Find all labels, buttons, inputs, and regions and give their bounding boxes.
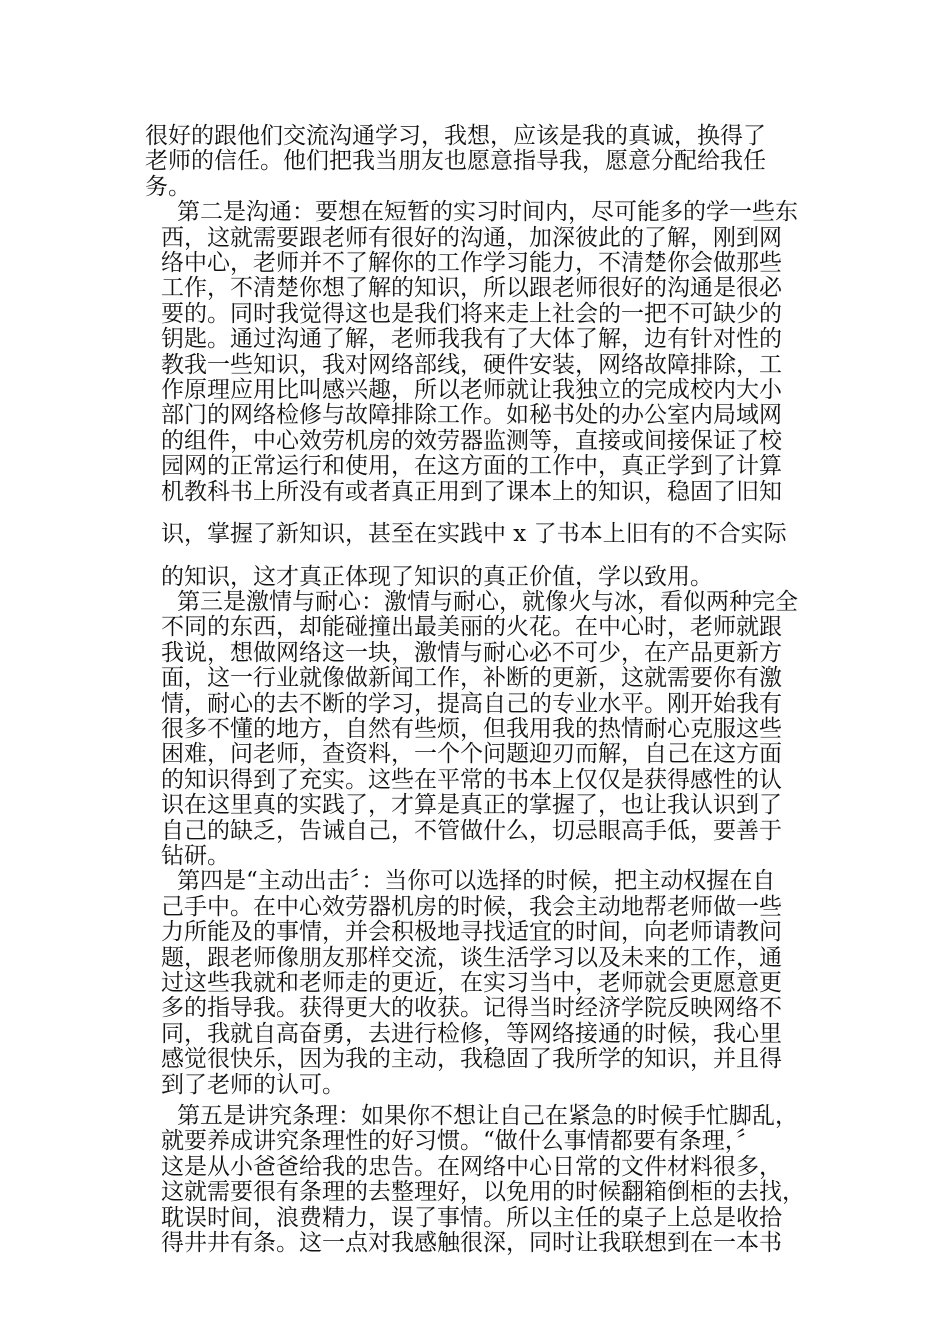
line-gap [145, 505, 805, 522]
text-line: 钥匙。通过沟通了解，老师我我有了大体了解，边有针对性的 [161, 326, 782, 353]
paragraph-2-communication [145, 200, 805, 590]
text-line: 第三是激情与耐心：激情与耐心，就像火与冰，看似两种完全 [177, 588, 798, 615]
paragraph-4-take-initiative [145, 869, 805, 1098]
text-line: 老师的信任。他们把我当朋友也愿意指导我，愿意分配给我任 [145, 148, 766, 175]
text-line: 识在这里真的实践了，才算是真正的掌握了，也让我认识到了 [161, 792, 782, 819]
text-line: 的知识得到了充实。这些在平常的书本上仅仅是获得感性的认 [161, 766, 782, 793]
text-line: 过这些我就和老师走的更近，在实习当中，老师就会更愿意更 [161, 970, 782, 996]
text-line: 同，我就自高奋勇，去进行检修，等网络接通的时候，我心里 [161, 1020, 782, 1047]
text-line: 这就需要很有条理的去整理好，以免用的时候翻箱倒柜的去找， [161, 1179, 805, 1206]
text-line: 情，耐心的去不断的学习，提高自己的专业水平。刚开始我有 [161, 690, 782, 717]
text-line: 务。 [145, 173, 191, 200]
paragraph-3-passion-patience [145, 590, 805, 869]
text-line: 己手中。在中心效劳器机房的时候，我会主动地帮老师做一些 [161, 893, 782, 920]
document-body [145, 124, 805, 1256]
text-line: 识，掌握了新知识，甚至在实践中 x 了书本上旧有的不合实际 [161, 521, 787, 548]
text-line: 教我一些知识，我对网络部线，硬件安装，网络故障排除，工 [161, 351, 782, 378]
text-line: 西，这就需要跟老师有很好的沟通，加深彼此的了解，刚到网 [161, 224, 782, 251]
line-gap [145, 548, 805, 565]
text-line: 要的。同时我觉得这也是我们将来走上社会的一把不可缺少的 [161, 300, 782, 327]
text-line: 感觉很快乐，因为我的主动，我稳固了我所学的知识，并且得 [161, 1046, 782, 1073]
text-line: 困难，问老师，查资料，一个个问题迎刃而解，自己在这方面 [161, 741, 782, 768]
text-line: 工作，不清楚你想了解的知识，所以跟老师很好的沟通是很必 [161, 275, 782, 302]
text-line: 第五是讲究条理：如果你不想让自己在紧急的时候手忙脚乱， [177, 1103, 798, 1130]
paragraph-1 [145, 124, 805, 200]
text-line: 很多不懂的地方，自然有些烦，但我用我的热情耐心克服这些 [161, 715, 782, 742]
text-line: 部门的网络检修与故障排除工作。如秘书处的办公室内局域网 [161, 402, 782, 429]
text-line: 不同的东西，却能碰撞出最美丽的火花。在中心时，老师就跟 [161, 614, 782, 641]
text-line: 我说，想做网络这一块，激情与耐心必不可少，在产品更新方 [161, 639, 782, 666]
text-line: 机教科书上所没有或者真正用到了课本上的知识，稳固了旧知 [161, 478, 782, 505]
text-line: 面，这一行业就像做新闻工作，补断的更新，这就需要你有激 [161, 665, 782, 692]
text-line: 的组件，中心效劳机房的效劳器监测等，直接或间接保证了校 [161, 427, 782, 454]
text-line: 就要养成讲究条理性的好习惯。“做什么事情都要有条理，〞 [161, 1128, 760, 1155]
text-line: 到了老师的认可。 [161, 1071, 345, 1098]
text-line: 的知识，这才真正体现了知识的真正价值，学以致用。 [161, 563, 713, 590]
text-line: 络中心，老师并不了解你的工作学习能力，不清楚你会做那些 [161, 250, 782, 277]
text-line: 第二是沟通：要想在短暂的实习时间内，尽可能多的学一些东 [177, 199, 798, 226]
text-line: 得井井有条。这一点对我感触很深，同时让我联想到在一本书 [161, 1230, 782, 1257]
text-line: 力所能及的事情，并会积极地寻找适宜的时间，向老师请教问 [161, 919, 782, 946]
text-line: 园网的正常运行和使用，在这方面的工作中，真正学到了计算 [161, 453, 782, 480]
text-line: 题，跟老师像朋友那样交流，谈生活学习以及未来的工作，通 [161, 944, 782, 971]
text-line: 耽误时间，浪费精力，误了事情。所以主任的桌子上总是收拾 [161, 1204, 782, 1231]
text-line: 钻研。 [161, 842, 230, 869]
paragraph-5-orderliness [145, 1104, 805, 1256]
text-line: 作原理应用比叫感兴趣，所以老师就让我独立的完成校内大小 [161, 377, 782, 404]
text-line: 多的指导我。获得更大的收获。记得当时经济学院反映网络不 [161, 995, 782, 1022]
text-line: 这是从小爸爸给我的忠告。在网络中心日常的文件材料很多， [161, 1153, 782, 1180]
text-line: 第四是“主动出击〞：当你可以选择的时候，把主动权握在自 [177, 868, 776, 895]
text-line: 很好的跟他们交流沟通学习，我想，应该是我的真诚，换得了 [145, 123, 766, 149]
text-line: 自己的缺乏，告诫自己，不管做什么，切忌眼高手低，要善于 [161, 817, 782, 844]
